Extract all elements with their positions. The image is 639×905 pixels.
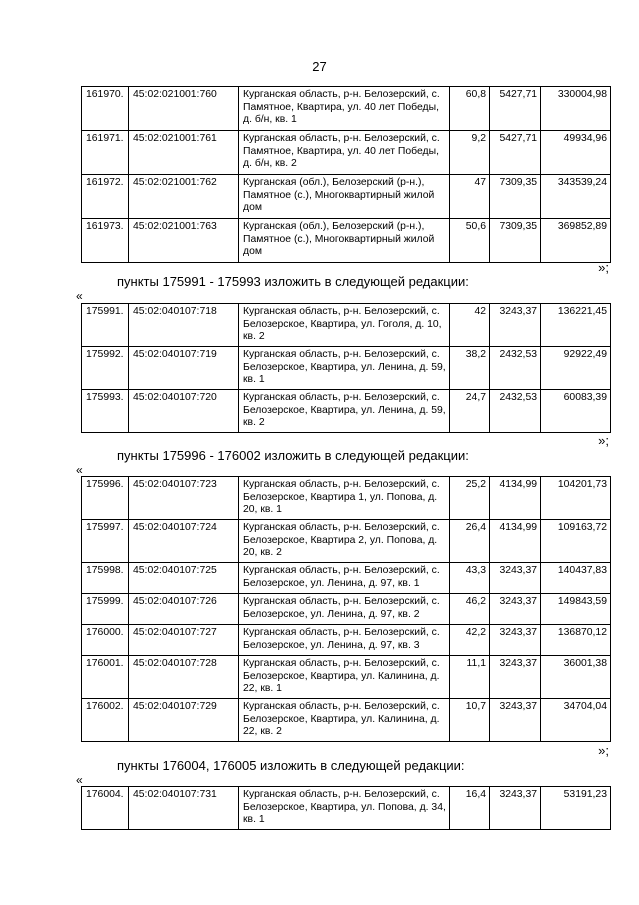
cadastral-number: 45:02:040107:727 [129,625,239,656]
rate: 4134,99 [490,520,541,563]
row-number: 161971. [82,131,129,175]
register-table-1 [81,86,611,263]
cadastral-number: 45:02:040107:718 [129,304,239,347]
address: Курганская область, р-н. Белозерский, с. Памятное, Квартира, ул. 40 лет Победы, д. б/н, кв. 2 [239,131,450,175]
table-row [82,520,611,563]
area: 46,2 [450,594,490,625]
area: 42 [450,304,490,347]
table-row [82,477,611,520]
opening-quote: « [76,463,83,477]
cadastral-number: 45:02:021001:760 [129,87,239,131]
address: Курганская область, р-н. Белозерский, с. Белозерское, ул. Ленина, д. 97, кв. 1 [239,563,450,594]
row-number: 161970. [82,87,129,131]
cadastral-number: 45:02:040107:731 [129,787,239,830]
table-row [82,625,611,656]
rate: 3243,37 [490,625,541,656]
address: Курганская область, р-н. Белозерский, с. Белозерское, Квартира, ул. Ленина, д. 59, кв. 1 [239,347,450,390]
cadastral-number: 45:02:040107:728 [129,656,239,699]
rate: 3243,37 [490,656,541,699]
cadastral-value: 369852,89 [541,219,611,263]
row-number: 175992. [82,347,129,390]
cadastral-number: 45:02:040107:723 [129,477,239,520]
area: 11,1 [450,656,490,699]
cadastral-value: 34704,04 [541,699,611,742]
cadastral-value: 136221,45 [541,304,611,347]
cadastral-value: 330004,98 [541,87,611,131]
area: 10,7 [450,699,490,742]
table-row [82,175,611,219]
rate: 3243,37 [490,699,541,742]
row-number: 175998. [82,563,129,594]
cadastral-number: 45:02:040107:725 [129,563,239,594]
table-row [82,219,611,263]
closing-quote: »; [598,743,609,758]
row-number: 175999. [82,594,129,625]
cadastral-value: 136870,12 [541,625,611,656]
cadastral-value: 60083,39 [541,390,611,433]
cadastral-value: 104201,73 [541,477,611,520]
row-number: 176004. [82,787,129,830]
rate: 7309,35 [490,219,541,263]
rate: 7309,35 [490,175,541,219]
closing-quote: »; [598,433,609,448]
rate: 3243,37 [490,304,541,347]
address: Курганская область, р-н. Белозерский, с. Белозерское, Квартира 2, ул. Попова, д. 20, кв. 2 [239,520,450,563]
table-row [82,787,611,830]
closing-quote: »; [598,260,609,275]
row-number: 175996. [82,477,129,520]
cadastral-value: 92922,49 [541,347,611,390]
address: Курганская (обл.), Белозерский (р-н.), Памятное (с.), Многоквартирный жилой дом [239,219,450,263]
area: 26,4 [450,520,490,563]
register-table-2 [81,303,611,433]
table-row [82,699,611,742]
rate: 5427,71 [490,131,541,175]
area: 9,2 [450,131,490,175]
area: 60,8 [450,87,490,131]
table-row [82,87,611,131]
opening-quote: « [76,289,83,303]
rate: 2432,53 [490,390,541,433]
cadastral-value: 343539,24 [541,175,611,219]
address: Курганская область, р-н. Белозерский, с. Белозерское, Квартира, ул. Попова, д. 34, кв. 1 [239,787,450,830]
address: Курганская область, р-н. Белозерский, с. Белозерское, Квартира, ул. Гоголя, д. 10, кв. 2 [239,304,450,347]
address: Курганская область, р-н. Белозерский, с. Белозерское, Квартира, ул. Калинина, д. 22, кв. 1 [239,656,450,699]
rate: 5427,71 [490,87,541,131]
cadastral-number: 45:02:040107:719 [129,347,239,390]
cadastral-number: 45:02:021001:761 [129,131,239,175]
table-row [82,347,611,390]
cadastral-number: 45:02:040107:724 [129,520,239,563]
cadastral-value: 49934,96 [541,131,611,175]
rate: 3243,37 [490,563,541,594]
cadastral-value: 149843,59 [541,594,611,625]
area: 42,2 [450,625,490,656]
row-number: 176002. [82,699,129,742]
area: 38,2 [450,347,490,390]
cadastral-number: 45:02:021001:762 [129,175,239,219]
row-number: 175993. [82,390,129,433]
rate: 3243,37 [490,787,541,830]
rate: 3243,37 [490,594,541,625]
area: 50,6 [450,219,490,263]
register-table-3 [81,476,611,742]
address: Курганская область, р-н. Белозерский, с. Белозерское, ул. Ленина, д. 97, кв. 3 [239,625,450,656]
cadastral-number: 45:02:040107:720 [129,390,239,433]
address: Курганская область, р-н. Белозерский, с. Белозерское, ул. Ленина, д. 97, кв. 2 [239,594,450,625]
cadastral-value: 36001,38 [541,656,611,699]
address: Курганская (обл.), Белозерский (р-н.), Памятное (с.), Многоквартирный жилой дом [239,175,450,219]
amendment-instruction: пункты 176004, 176005 изложить в следующей редакции: [117,758,465,773]
cadastral-value: 109163,72 [541,520,611,563]
row-number: 176000. [82,625,129,656]
opening-quote: « [76,773,83,787]
table-row [82,390,611,433]
table-row [82,563,611,594]
amendment-instruction: пункты 175991 - 175993 изложить в следующей редакции: [117,274,469,289]
amendment-instruction: пункты 175996 - 176002 изложить в следующей редакции: [117,448,469,463]
cadastral-value: 53191,23 [541,787,611,830]
cadastral-number: 45:02:040107:726 [129,594,239,625]
rate: 4134,99 [490,477,541,520]
address: Курганская область, р-н. Белозерский, с. Белозерское, Квартира 1, ул. Попова, д. 20, кв. 1 [239,477,450,520]
address: Курганская область, р-н. Белозерский, с. Белозерское, Квартира, ул. Калинина, д. 22, кв. 2 [239,699,450,742]
cadastral-value: 140437,83 [541,563,611,594]
area: 24,7 [450,390,490,433]
table-row [82,131,611,175]
area: 47 [450,175,490,219]
area: 25,2 [450,477,490,520]
row-number: 176001. [82,656,129,699]
table-row [82,594,611,625]
rate: 2432,53 [490,347,541,390]
row-number: 161972. [82,175,129,219]
row-number: 175991. [82,304,129,347]
area: 43,3 [450,563,490,594]
page-number: 27 [312,59,327,74]
row-number: 175997. [82,520,129,563]
register-table-4 [81,786,611,830]
row-number: 161973. [82,219,129,263]
cadastral-number: 45:02:021001:763 [129,219,239,263]
area: 16,4 [450,787,490,830]
cadastral-number: 45:02:040107:729 [129,699,239,742]
table-row [82,656,611,699]
address: Курганская область, р-н. Белозерский, с. Памятное, Квартира, ул. 40 лет Победы, д. б/н, кв. 1 [239,87,450,131]
table-row [82,304,611,347]
address: Курганская область, р-н. Белозерский, с. Белозерское, Квартира, ул. Ленина, д. 59, кв. 2 [239,390,450,433]
